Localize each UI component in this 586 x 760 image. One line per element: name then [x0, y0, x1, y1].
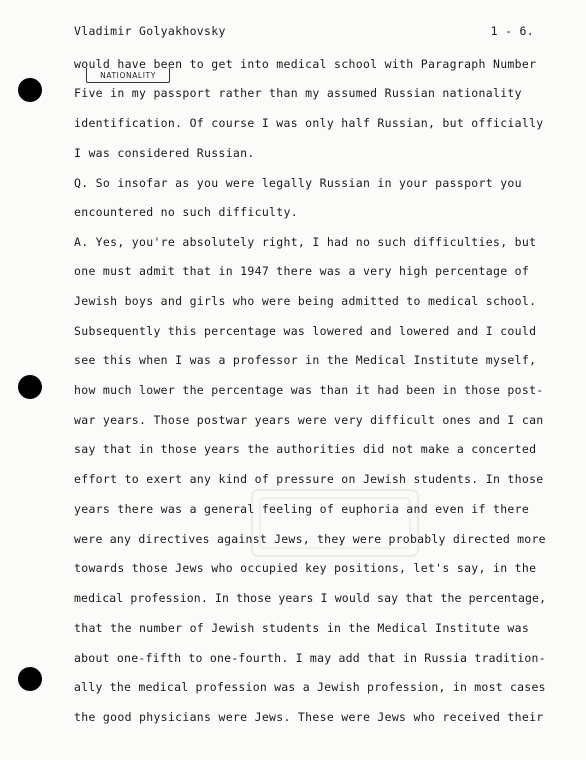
text-line: war years. Those postwar years were very difficult ones and I can: [74, 413, 544, 427]
text-line: Jewish boys and girls who were being admitted to medical school.: [74, 294, 537, 308]
text-line: A. Yes, you're absolutely right, I had no such difficulties, but: [74, 235, 537, 249]
text-line: Five in my passport rather than my assumed Russian nationality: [74, 86, 522, 100]
text-line: were any directives against Jews, they were probably directed more: [74, 532, 546, 546]
text-line: Q. So insofar as you were legally Russian in your passport you: [74, 176, 522, 190]
text-line: say that in those years the authorities did not make a concerted: [74, 442, 537, 456]
text-line: would have been to get into medical school with Paragraph Number: [74, 57, 537, 71]
punch-hole-middle: [18, 375, 42, 399]
text-line: one must admit that in 1947 there was a very high percentage of: [74, 264, 530, 278]
text-line: Subsequently this percentage was lowered and lowered and I could: [74, 324, 537, 338]
text-line: towards those Jews who occupied key positions, let's say, in the: [74, 561, 537, 575]
text-line: encountered no such difficulty.: [74, 205, 298, 219]
header-author: Vladimir Golyakhovsky: [74, 24, 226, 38]
text-line: identification. Of course I was only half Russian, but officially: [74, 116, 544, 130]
faded-stamp-watermark: [250, 488, 420, 558]
punch-hole-bottom: [18, 667, 42, 691]
text-line: I was considered Russian.: [74, 146, 255, 160]
text-line: effort to exert any kind of pressure on Jewish students. In those: [74, 472, 544, 486]
text-line: about one-fifth to one-fourth. I may add that in Russia tradition-: [74, 651, 546, 665]
text-line: years there was a general feeling of euphoria and even if there: [74, 502, 530, 516]
text-line: that the number of Jewish students in the Medical Institute was: [74, 621, 530, 635]
text-line: see this when I was a professor in the Medical Institute myself,: [74, 353, 537, 367]
punch-hole-top: [18, 78, 42, 102]
text-line: the good physicians were Jews. These were Jews who received their: [74, 710, 544, 724]
handwritten-annotation: NATIONALITY: [86, 68, 170, 83]
header-page-number: 1 - 6.: [490, 24, 534, 38]
text-line: ally the medical profession was a Jewish profession, in most cases: [74, 680, 546, 694]
text-line: medical profession. In those years I would say that the percentage,: [74, 591, 547, 605]
text-line: how much lower the percentage was than it had been in those post-: [74, 383, 544, 397]
